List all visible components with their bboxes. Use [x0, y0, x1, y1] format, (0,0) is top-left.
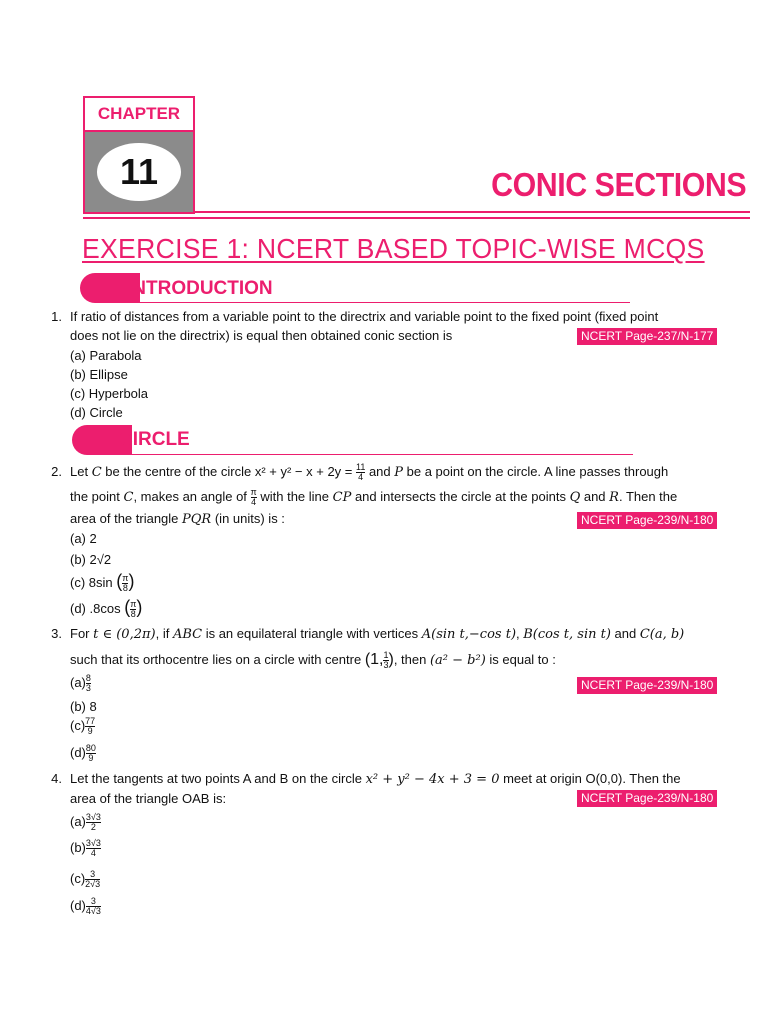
option-a: (a) $\frac{8}{3}$ — [70, 673, 91, 694]
question-text-line: Let the tangents at two points A and B on the circle x² + y² − 4x + 3 = 0 meet at origin O(0,0). Then the — [70, 771, 681, 787]
question-text-line: If ratio of distances from a variable point to the directrix and variable point to the fixed point (fixed point — [70, 309, 659, 324]
question-number: 1. — [51, 309, 62, 324]
option-a: (a) Parabola — [70, 348, 142, 363]
chapter-number: 11 — [97, 143, 181, 201]
question-3 — [44, 624, 734, 670]
option-d: (d) $\frac{3}{4√3}$ — [70, 896, 101, 917]
option-a: (a) 2 — [70, 531, 97, 546]
ncert-reference: NCERT Page-239/N-180 — [577, 677, 717, 694]
title-rule-bottom — [83, 217, 750, 219]
option-c: (c) Hyperbola — [70, 386, 149, 401]
section-rule-circle — [113, 454, 633, 455]
option-c: (c) $\frac{77}{9}$ — [70, 716, 96, 737]
section-heading-circle: CIRCLE — [119, 429, 190, 450]
question-text-line: such that its orthocentre lies on a circle with centre (1, $\frac{1}{3}$ ), then (a² − b²) is equal to : — [70, 650, 556, 671]
chapter-title: CONIC SECTIONS — [490, 166, 746, 203]
question-text-line: does not lie on the directrix) is equal then obtained conic section is — [70, 328, 453, 343]
section-heading-introduction: INTRODUCTION — [127, 278, 273, 299]
section-rule-introduction — [120, 302, 630, 303]
option-d: (d) Circle — [70, 405, 123, 420]
question-number: 2. — [51, 464, 62, 479]
option-b: (b) Ellipse — [70, 367, 128, 382]
option-b: (b) 2√2 — [70, 552, 112, 567]
chapter-label: CHAPTER — [85, 98, 193, 132]
option-c: (c) $\frac{3}{2√3}$ — [70, 869, 101, 890]
ncert-reference: NCERT Page-239/N-180 — [577, 790, 717, 807]
option-c: (c) 8sin ( $\frac{\pi}{8}$ ) — [70, 571, 135, 594]
option-b: (b) $\frac{3√3}{4}$ — [70, 838, 101, 859]
option-b: (b) 8 — [70, 699, 97, 714]
ncert-reference: NCERT Page-239/N-180 — [577, 512, 717, 529]
exercise-heading: EXERCISE 1: NCERT BASED TOPIC-WISE MCQS — [82, 233, 705, 264]
chapter-number-panel — [85, 132, 193, 212]
ncert-reference: NCERT Page-237/N-177 — [577, 328, 717, 345]
question-text-line: For t ∈ (0,2π), if ABC is an equilateral triangle with vertices A(sin t,−cos t), B(cos t, sin t) and C(a, b) — [70, 626, 685, 642]
question-text-line: area of the triangle OAB is: — [70, 791, 227, 806]
option-list — [70, 346, 148, 422]
title-rule-top — [195, 211, 750, 213]
option-d: (d) .8cos ( $\frac{\pi}{8}$ ) — [70, 597, 143, 620]
question-text-line: area of the triangle PQR (in units) is : — [70, 511, 285, 528]
option-a: (a) $\frac{3√3}{2}$ — [70, 812, 101, 833]
option-d: (d) $\frac{80}{9}$ — [70, 743, 96, 764]
question-number: 3. — [51, 626, 62, 641]
question-number: 4. — [51, 771, 62, 786]
chapter-badge — [83, 96, 195, 214]
question-text-line: the point C, makes an angle of $\frac{\pi}{4}$ with the line CP and intersects the circle at the points Q and R. Then the — [70, 487, 678, 508]
question-text-line: Let C be the centre of the circle x² + y² − x + 2y = $\frac{11}{4}$ and P be a point on the circle. A line passes through — [70, 462, 669, 483]
